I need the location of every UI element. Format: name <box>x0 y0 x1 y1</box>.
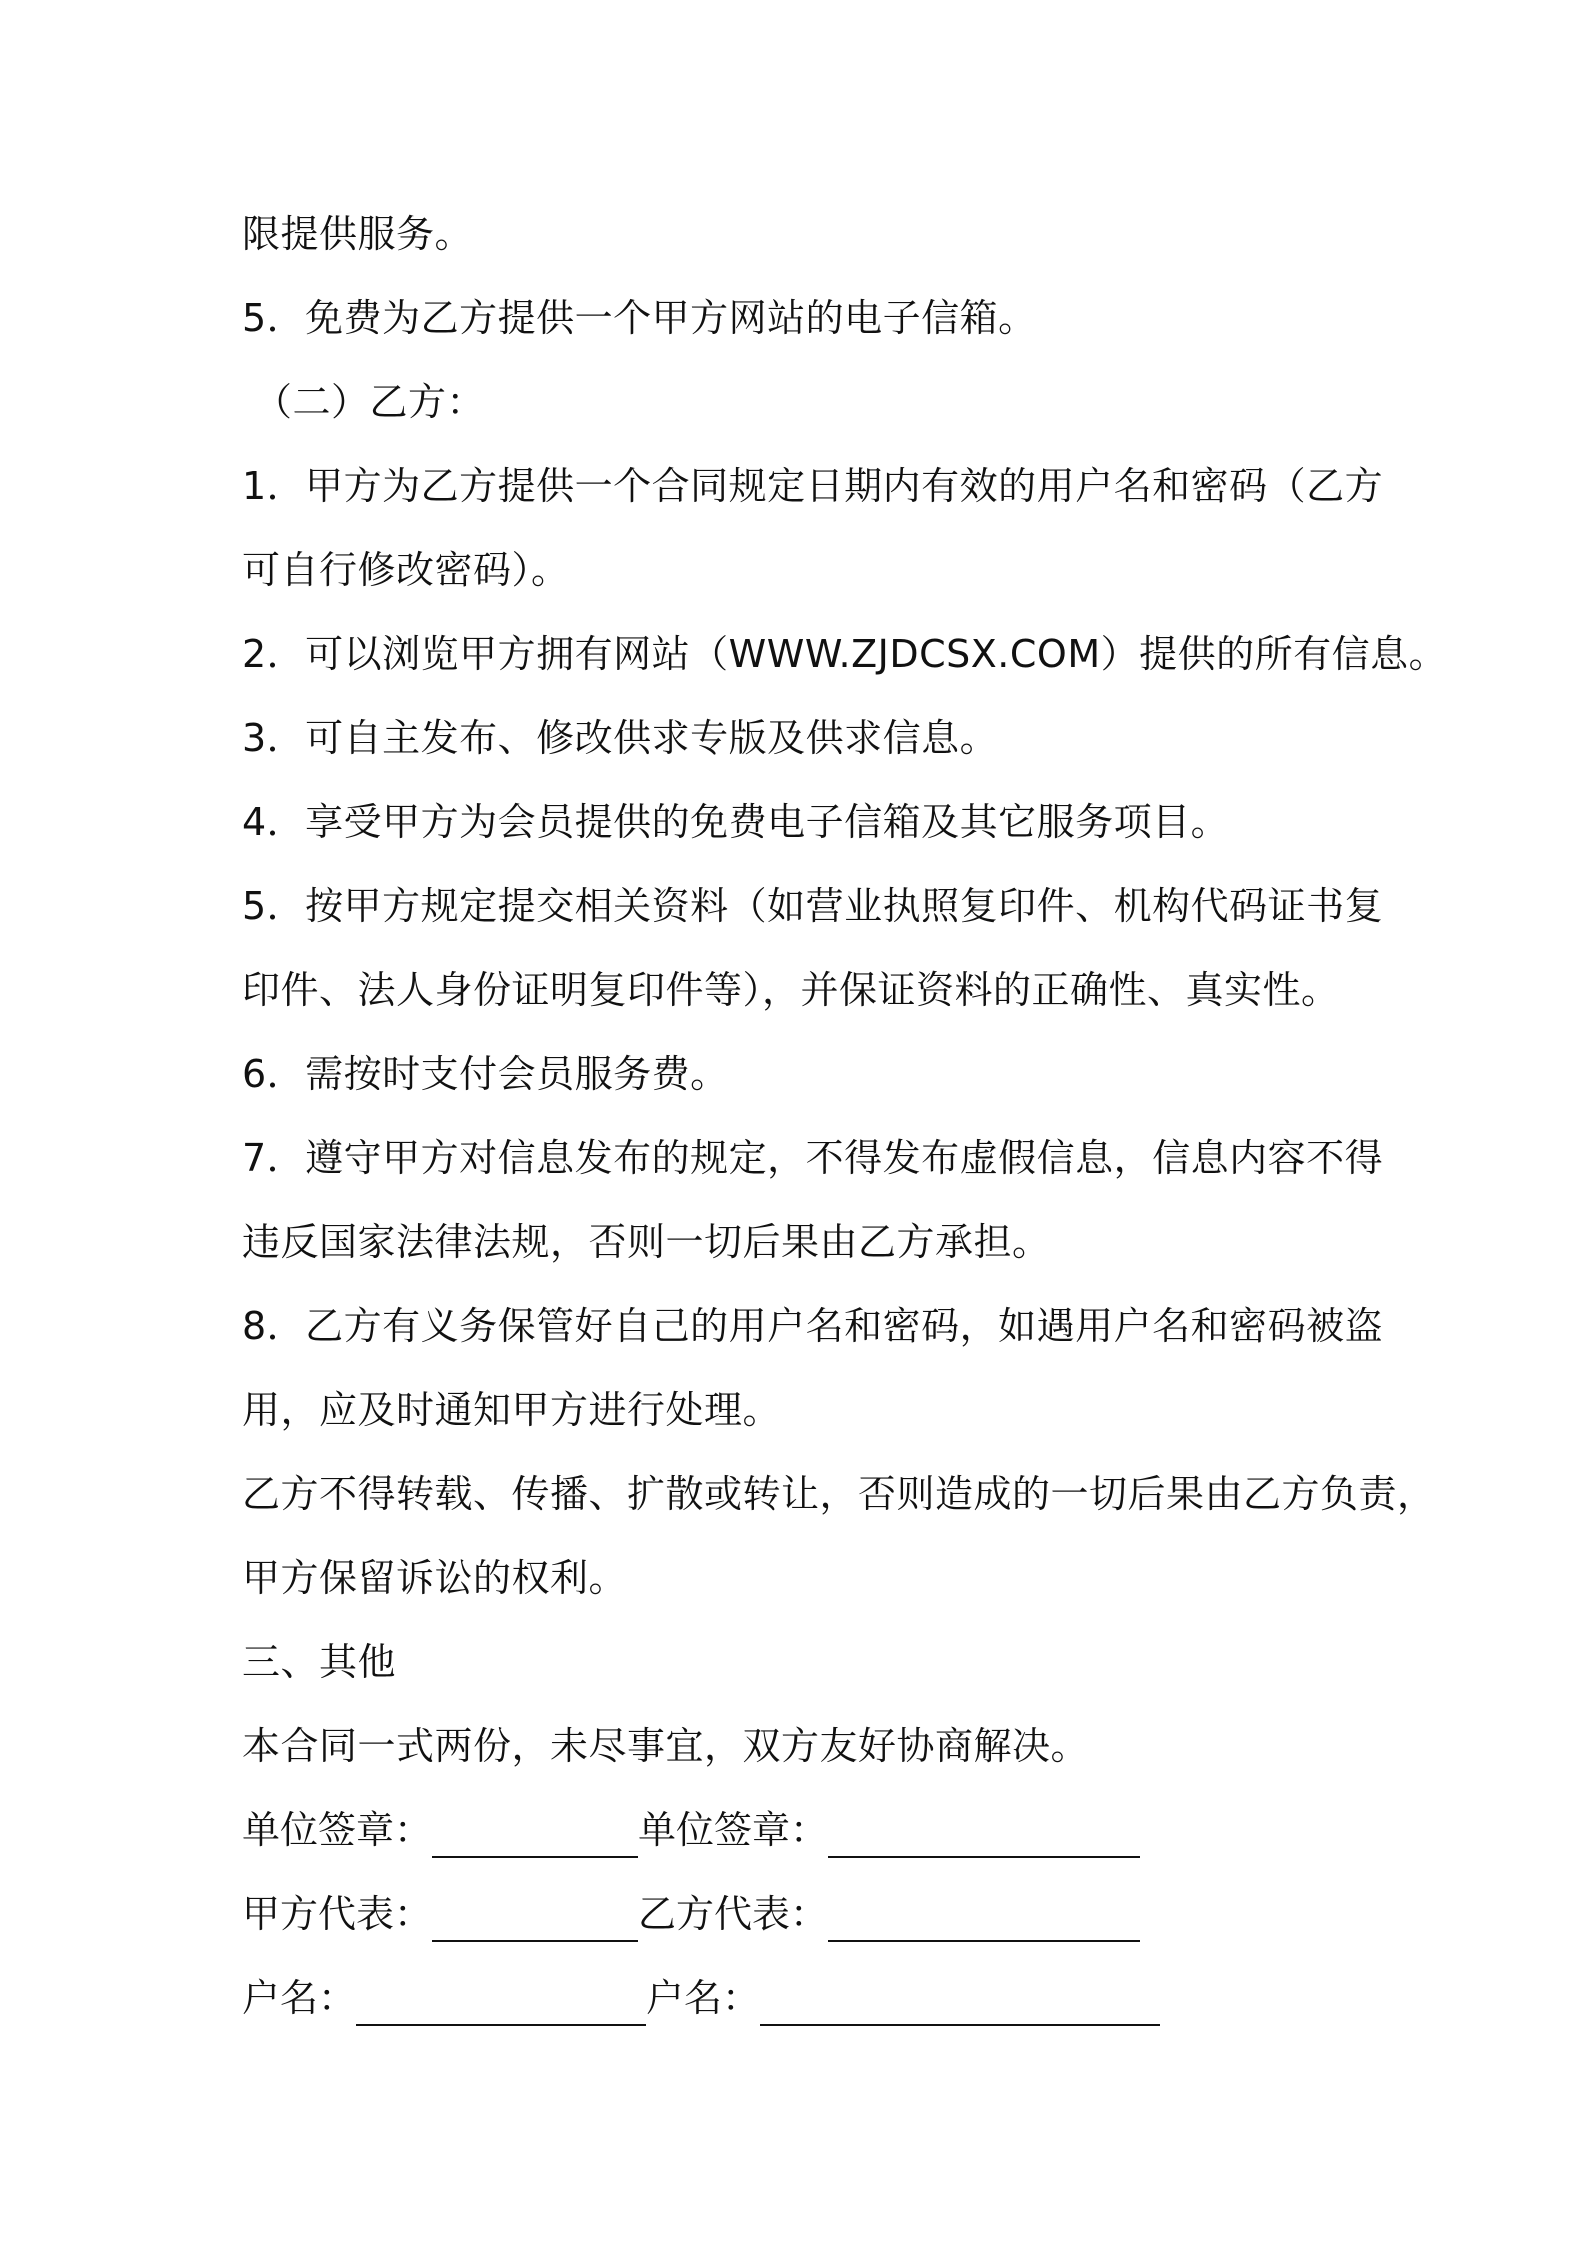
signature-label-left: 户名： <box>242 1976 357 2020</box>
paragraph-line: 3．可自主发布、修改供求专版及供求信息。 <box>242 716 999 760</box>
paragraph-line: 用，应及时通知甲方进行处理。 <box>242 1388 782 1432</box>
section-heading-other: 三、其他 <box>242 1640 397 1684</box>
signature-row-account-name <box>242 1956 1362 2040</box>
paragraph-line: 违反国家法律法规，否则一切后果由乙方承担。 <box>242 1220 1051 1264</box>
paragraph-line: 4．享受甲方为会员提供的免费电子信箱及其它服务项目。 <box>242 800 1230 844</box>
signature-label-right: 单位签章： <box>638 1808 829 1852</box>
signature-blank-right <box>828 1904 1140 1942</box>
signature-blank-right <box>760 1988 1160 2026</box>
paragraph-line: 可自行修改密码）。 <box>242 548 570 592</box>
paragraph-line: 5．按甲方规定提交相关资料（如营业执照复印件、机构代码证书复 <box>242 884 1384 928</box>
paragraph-line: 2．可以浏览甲方拥有网站（WWW.ZJDCSX.COM）提供的所有信息。 <box>242 632 1448 676</box>
signature-label-right: 乙方代表： <box>638 1892 829 1936</box>
signature-label-left: 单位签章： <box>242 1808 433 1852</box>
paragraph-line: 本合同一式两份，未尽事宜，双方友好协商解决。 <box>242 1724 1090 1768</box>
paragraph-line: 印件、法人身份证明复印件等），并保证资料的正确性、真实性。 <box>242 968 1340 1012</box>
section-heading-party-b: （二）乙方： <box>254 380 486 424</box>
signature-blank-left <box>356 1988 646 2026</box>
signature-blank-right <box>828 1820 1140 1858</box>
signature-blank-left <box>432 1820 638 1858</box>
signature-label-right: 户名： <box>646 1976 761 2020</box>
paragraph-line: 乙方不得转载、传播、扩散或转让，否则造成的一切后果由乙方负责， <box>242 1472 1436 1516</box>
paragraph-line: 5．免费为乙方提供一个甲方网站的电子信箱。 <box>242 296 1037 340</box>
signature-row-seal <box>242 1788 1362 1872</box>
signature-row-representative <box>242 1872 1362 1956</box>
paragraph-line: 8．乙方有义务保管好自己的用户名和密码，如遇用户名和密码被盗 <box>242 1304 1384 1348</box>
paragraph-line: 甲方保留诉讼的权利。 <box>242 1556 628 1600</box>
document-body <box>242 192 1448 2040</box>
signature-blank-left <box>432 1904 638 1942</box>
paragraph-line: 1．甲方为乙方提供一个合同规定日期内有效的用户名和密码（乙方 <box>242 464 1384 508</box>
paragraph-line: 7．遵守甲方对信息发布的规定，不得发布虚假信息，信息内容不得 <box>242 1136 1384 1180</box>
paragraph-line: 6．需按时支付会员服务费。 <box>242 1052 729 1096</box>
paragraph-line: 限提供服务。 <box>242 212 474 256</box>
signature-label-left: 甲方代表： <box>242 1892 433 1936</box>
